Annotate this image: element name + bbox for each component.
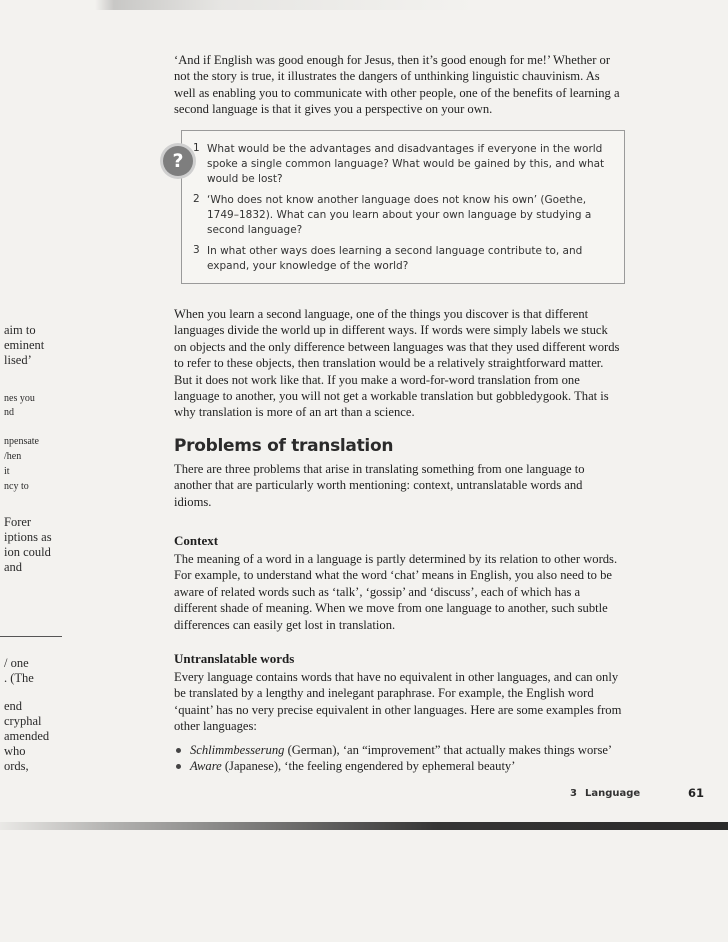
section-intro-block (174, 461, 622, 510)
untranslatable-heading: Untranslatable words (174, 651, 295, 666)
facing-page-rule (0, 636, 62, 637)
facing-page-fragment: ncy to (4, 481, 29, 492)
untranslatable-paragraph: Every language contains words that have no equivalent in other languages, and can only be translated by a lengthy and inelegant paraphrase. For example, the English word ‘quaint’ has no very precise equivalent in other languages. Here are some examples from other languages: (174, 670, 622, 734)
question-text: What would be the advantages and disadvantages if everyone in the world spoke a single common language? What would be gained by this, and what would be lost? (207, 143, 605, 185)
page-number: 61 (688, 786, 705, 800)
facing-page-fragment: nd (4, 407, 14, 418)
example-definition: (German), ‘an “improvement” that actually makes things worse’ (284, 742, 613, 757)
chapter-number: 3 (570, 788, 577, 799)
facing-page-fragment: end (4, 699, 23, 713)
example-term: Schlimmbesserung (190, 742, 285, 757)
facing-page-fragment: /hen (4, 451, 22, 462)
facing-page-fragment: . (The (4, 671, 34, 685)
untranslatable-block (174, 651, 622, 774)
question-list (193, 142, 613, 280)
facing-page-fragment: npensate (4, 436, 39, 447)
context-block (174, 533, 622, 633)
question-number: 1 (193, 142, 200, 154)
bullet-icon (176, 748, 181, 753)
facing-page-fragment: ords, (4, 759, 29, 773)
intro-block (174, 52, 622, 118)
question-item (193, 193, 613, 238)
context-heading: Context (174, 533, 219, 548)
facing-page-fragment: aim to (4, 323, 36, 337)
facing-page-fragment: lised’ (4, 353, 32, 367)
question-item (193, 142, 613, 187)
facing-page-fragment: and (4, 560, 23, 574)
context-paragraph: The meaning of a word in a language is partly determined by its relation to other words. For example, to understand what the word ‘chat’ means in English, you also need to be aware of related words such as ‘talk’, ‘gossip’ and ‘discuss’, each of which has a different shade of meaning. When we move from one language to another, such subtle differences can easily get lost in translation. (174, 552, 618, 632)
example-term: Aware (190, 759, 222, 774)
question-number: 2 (193, 193, 200, 205)
translation-paragraph: When you learn a second language, one of the things you discover is that different languages divide the world up in different ways. If words were simply labels we stuck on objects and the only difference between languages was that they used different words to refer to these objects, then translation would be a relatively straightforward matter. But it does not work like that. If you make a word-for-word translation from one language to another, you will not get a workable translation but gobbledygook. That is why translation is more of an art than a science. (174, 307, 620, 420)
facing-page-fragment: / one (4, 656, 29, 670)
scan-shadow-top (95, 0, 728, 10)
example-definition: (Japanese), ‘the feeling engendered by ephemeral beauty’ (221, 759, 516, 774)
facing-page-fragment: ion could (4, 545, 51, 559)
intro-paragraph: ‘And if English was good enough for Jesus, then it’s good enough for me!’ Whether or not the story is true, it illustrates the dangers of unthinking linguistic chauvinism. As well as enabling you to communicate with other people, one of the benefits of learning a second language is that it gives you a perspective on your own. (174, 53, 620, 117)
section-intro-paragraph: There are three problems that arise in translating something from one language to another that are particularly worth mentioning: context, untranslatable words and idioms. (174, 462, 585, 509)
section-heading: Problems of translation (174, 436, 394, 456)
facing-page-fragment: who (4, 744, 26, 758)
question-number: 3 (193, 244, 200, 256)
chapter-title: Language (584, 788, 641, 799)
question-item (193, 244, 613, 274)
facing-page-fragment: iptions as (4, 530, 52, 544)
facing-page-fragment: amended (4, 729, 50, 743)
examples-list (174, 742, 622, 775)
scan-edge-bottom (0, 822, 728, 830)
question-text: In what other ways does learning a second language contribute to, and expand, your knowledge of the world? (207, 245, 583, 272)
facing-page-fragment: eminent (4, 338, 45, 352)
facing-page-fragment: Forer (4, 515, 32, 529)
list-item (174, 758, 622, 774)
facing-page-fragment: it (4, 466, 10, 477)
running-footer-chapter (570, 788, 640, 799)
list-item (174, 742, 622, 758)
facing-page-fragment: nes you (4, 393, 35, 404)
facing-page-fragment: cryphal (4, 714, 42, 728)
bullet-icon (176, 764, 181, 769)
translation-block (174, 306, 622, 421)
question-mark-icon: ? (163, 146, 193, 176)
question-text: ‘Who does not know another language does not know his own’ (Goethe, 1749–1832). What can you learn about your own language by studying a second language? (207, 194, 592, 236)
